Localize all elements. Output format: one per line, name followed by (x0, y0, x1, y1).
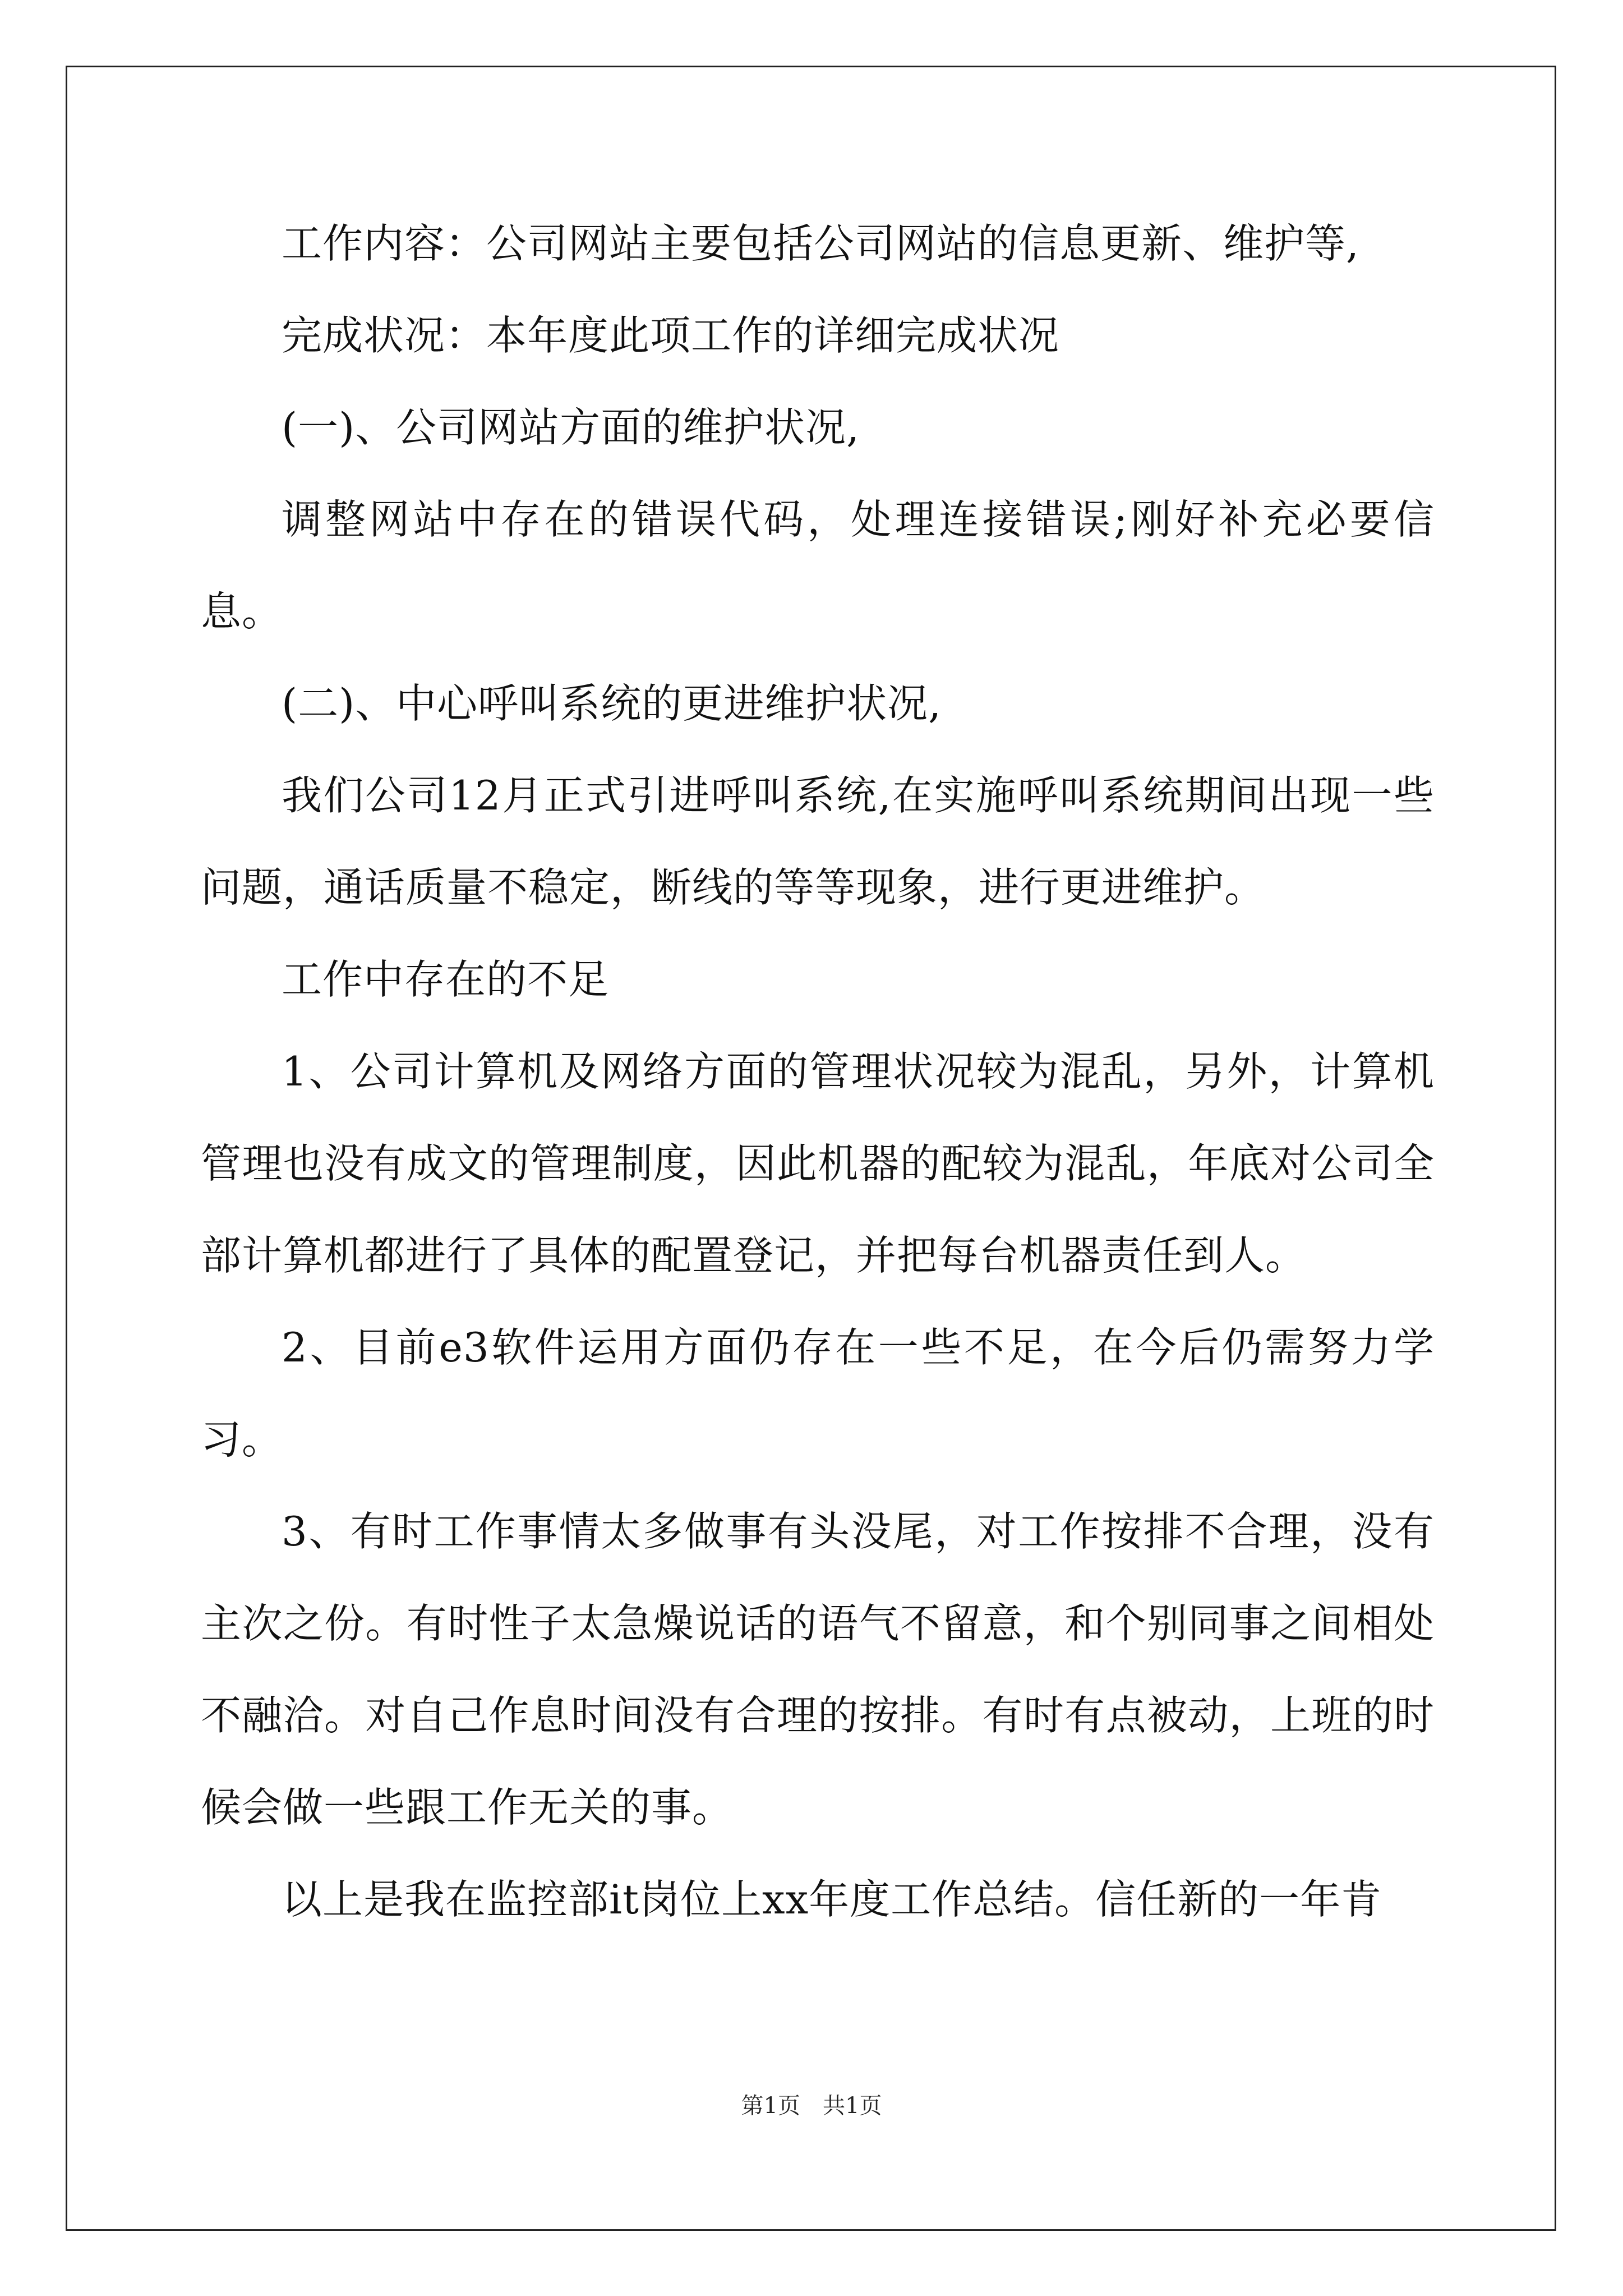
document-body (201, 197, 1435, 1945)
paragraph-shortcoming-1: 1、公司计算机及网络方面的管理状况较为混乱，另外，计算机管理也没有成文的管理制度，因此机器的配较为混乱，年底对公司全部计算机都进行了具体的配置登记，并把每台机器责任到人。 (201, 1048, 1435, 1279)
paragraph-section-one: (一)、公司网站方面的维护状况, (282, 404, 860, 451)
paragraph-work-content: 工作内容：公司网站主要包括公司网站的信息更新、维护等, (282, 220, 1359, 267)
paragraph-closing: 以上是我在监控部it岗位上xx年度工作总结。信任新的一年肯 (282, 1876, 1382, 1923)
paragraph-completion-status: 完成状况：本年度此项工作的详细完成状况 (282, 312, 1060, 359)
page-footer: 第1页 共1页 (741, 2093, 882, 2119)
paragraph-shortcomings-heading: 工作中存在的不足 (282, 956, 610, 1003)
paragraph-website-fixes: 调整网站中存在的错误代码，处理连接错误;刚好补充必要信息。 (201, 496, 1435, 635)
paragraph-shortcoming-2: 2、目前e3软件运用方面仍存在一些不足，在今后仍需努力学习。 (201, 1324, 1435, 1463)
paragraph-call-system: 我们公司12月正式引进呼叫系统,在实施呼叫系统期间出现一些问题，通话质量不稳定，断线的等等现象，进行更进维护。 (201, 772, 1435, 911)
paragraph-section-two: (二)、中心呼叫系统的更进维护状况, (282, 680, 942, 727)
paragraph-shortcoming-3: 3、有时工作事情太多做事有头没尾，对工作按排不合理，没有主次之份。有时性子太急燥说话的语气不留意，和个别同事之间相处不融洽。对自己作息时间没有合理的按排。有时有点被动，上班的时候会做一些跟工作无关的事。 (201, 1508, 1435, 1831)
